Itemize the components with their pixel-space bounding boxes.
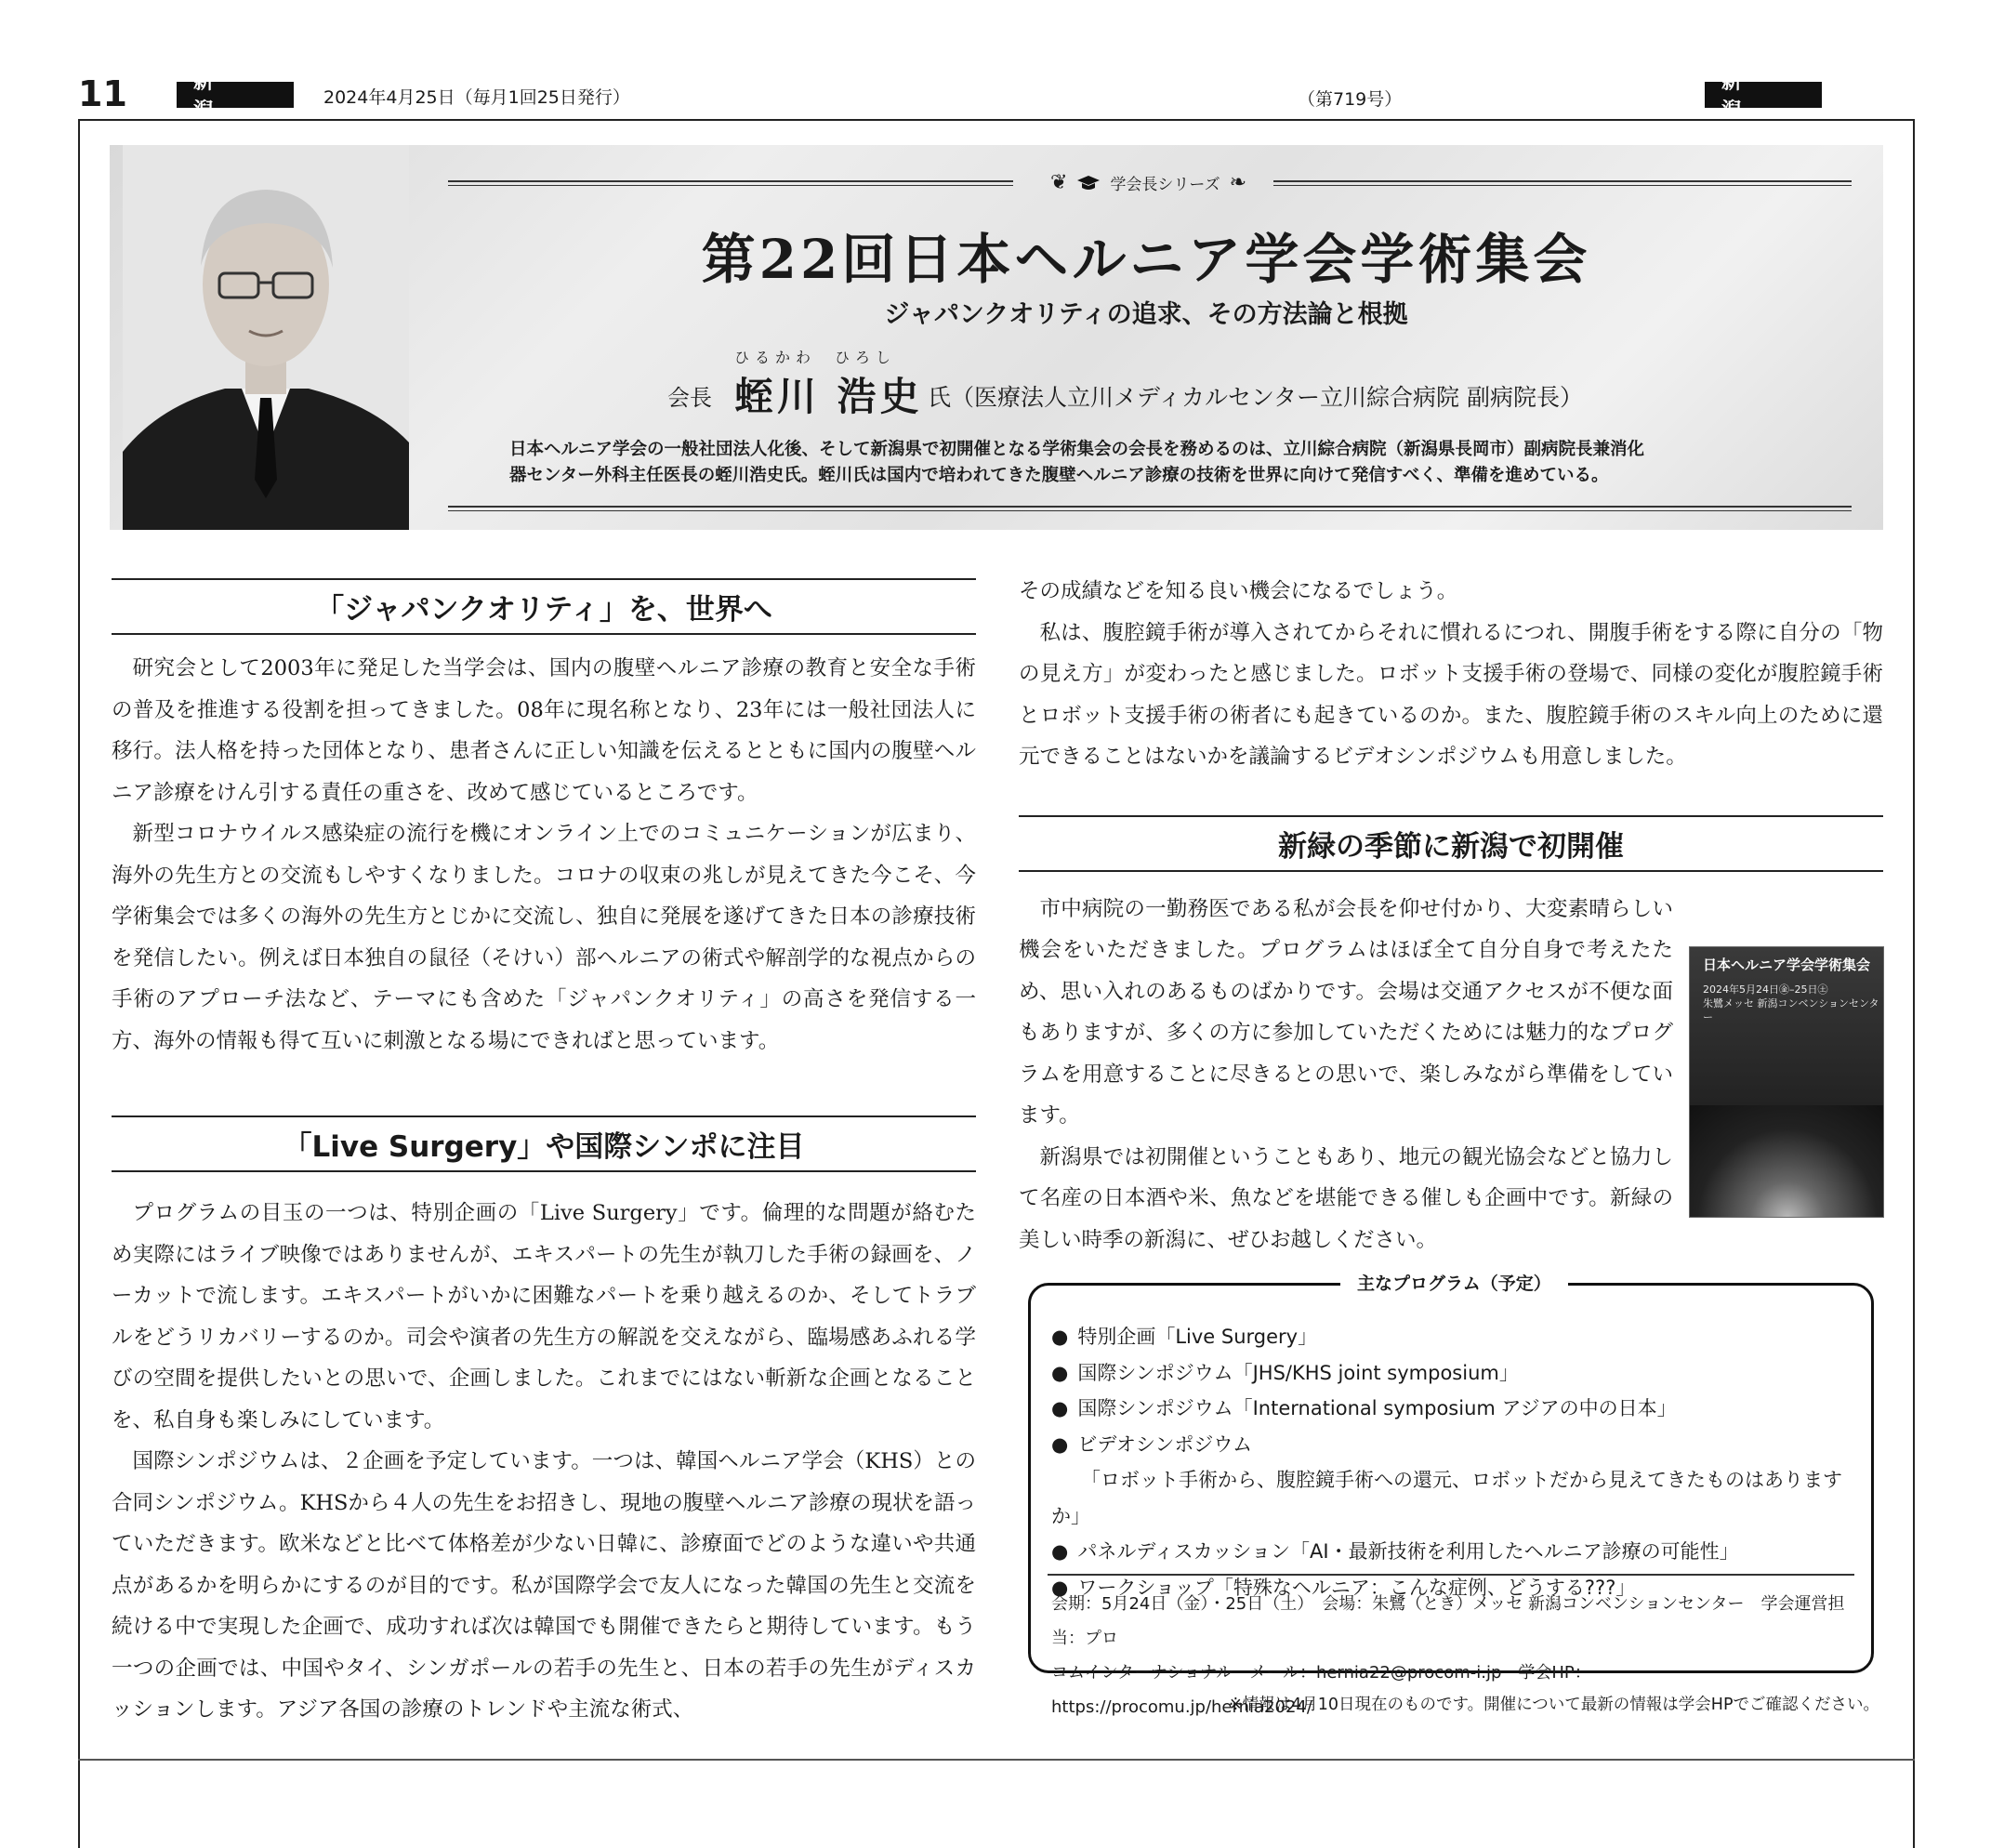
paragraph: 国際シンポジウムは、２企画を予定しています。一つは、韓国ヘルニア学会（KHS）との合同シンポジウム。KHSから４人の先生をお招きし、現地の腹壁ヘルニア診療の現状を語っていただきます。欧米などと比べて体格差が少ない日韓に、診療面でどのような違いや共通点があるかを明らかにするのが目的です。私が国際学会で友人になった韓国の先生と交流を続ける中で実現した企画で、成功すれば次は韓国でも開催できたらと期待しています。もう一つの企画では、中国やタイ、シンガポールの若手の先生と、日本の若手の先生がディスカッションします。アジア各国の診療のトレンドや主流な術式、 <box>112 1449 976 1722</box>
page-bottom-rule <box>78 1759 1915 1761</box>
lead-line-1: 日本ヘルニア学会の一般社団法人化後、そして新潟県で初開催となる学術集会の会長を務めるのは、立川綜合病院（新潟県長岡市）副病院長兼消化 <box>509 440 1645 459</box>
poster-title: 日本ヘルニア学会学術集会 <box>1703 957 1871 973</box>
subtitle: ジャパンクオリティの追求、その方法論と根拠 <box>884 300 1408 329</box>
banner-rule-bottom <box>448 506 1852 511</box>
fireworks-graphic <box>1690 1105 1884 1218</box>
program-list <box>1051 1319 1871 1605</box>
left-column <box>112 578 976 1731</box>
portrait-illustration <box>123 145 409 530</box>
name-ruby-given: ひろし <box>835 349 897 366</box>
paragraph: 研究会として2003年に発足した当学会は、国内の腹壁ヘルニア診療の教育と安全な手術の普及を推進する役割を担ってきました。08年に現名称となり、23年には一般社団法人に移行。法人格を持った団体となり、患者さんに正しい知識を伝えるとともに国内の腹壁ヘルニア診療をけん引する責任の重さを、改めて感じているところです。 <box>112 656 976 805</box>
program-title: 主なプログラム（予定） <box>1340 1270 1568 1295</box>
issue-number: （第719号） <box>1298 89 1403 110</box>
series-label <box>1050 171 1246 194</box>
president-affiliation: 氏（医療法人立川メディカルセンター立川綜合病院 副病院長） <box>928 384 1583 411</box>
paragraph: 新型コロナウイルス感染症の流行を機にオンライン上でのコミュニケーションが広まり、海外の先生方との交流もしやすくなりました。コロナの収束の兆しが見えてきた今こそ、今学術集会では多くの海外の先生方とじかに交流し、独自に発展を遂げてきた日本の診療技術を発信したい。例えば日本独自の鼠径（そけい）部ヘルニアの術式や解剖学的な視点からの手術のアプローチ法など、テーマにも含めた「ジャパンクオリティ」の高さを発信する一方、海外の情報も得て互いに刺激となる場にできればと思っています。 <box>112 822 976 1053</box>
section-body-niigata <box>1019 889 1673 1261</box>
program-item: ● ビデオシンポジウム <box>1051 1427 1871 1463</box>
lead-line-2: 器センター外科主任医長の蛭川浩史氏。蛭川氏は国内で培われてきた腹壁ヘルニア診療の技術を世界に向けて発信すべく、準備を進めている。 <box>509 466 1609 485</box>
page-number: 11 <box>78 73 127 114</box>
program-info-line-2: コムインターナショナル メール：hernia22@procom-i.jp 学会HP：https://procomu.jp/hernia2024/ <box>1051 1663 1591 1717</box>
president-photo <box>123 145 409 530</box>
mortarboard-icon <box>1076 175 1101 191</box>
paragraph: その成績などを知る良い機会になるでしょう。 <box>1019 579 1458 603</box>
prefecture-badge-right: 新 潟 <box>1705 82 1822 108</box>
program-item: ● ワークショップ「特殊なヘルニア：こんな症例、どうする???」 <box>1051 1570 1871 1606</box>
prefecture-badge-left: 新 潟 <box>177 82 294 108</box>
program-divider <box>1048 1574 1854 1576</box>
date-line: 2024年4月25日（毎月1回25日発行） <box>323 87 630 108</box>
paragraph: 新潟県では初開催ということもあり、地元の観光協会などと協力して名産の日本酒や米、魚などを堪能できる催しも企画中です。新緑の美しい時季の新潟に、ぜひお越しください。 <box>1019 1144 1673 1252</box>
name-ruby-family: ひるかわ <box>734 349 817 366</box>
main-title: 第22回日本ヘルニア学会学術集会 <box>701 228 1591 291</box>
program-info-line-1: 会期：5月24日（金）・25日（土） 会場：朱鷺（とき）メッセ 新潟コンベンションセンター 学会運営担当：プロ <box>1051 1594 1845 1648</box>
section-heading-live-surgery: 「Live Surgery」や国際シンポに注目 <box>112 1115 976 1172</box>
event-poster-image <box>1689 946 1884 1218</box>
ornament-right-icon: ❧ <box>1229 171 1247 194</box>
ornament-left-icon: ❦ <box>1050 171 1068 194</box>
paragraph: プログラムの目玉の一つは、特別企画の「Live Surgery」です。倫理的な問題が絡むため実際にはライブ映像ではありませんが、エキスパートの先生が執刀した手術の録画を、ノーカットで流します。エキスパートがいかに困難なパートを乗り越えるのか、そしてトラブルをどうリカバリーするのか。司会や演者の先生方の解説を交えながら、臨場感あふれる学びの空間を提供したいとの思いで、企画しました。これまでにはない斬新な企画となることを、私自身も楽しみにしています。 <box>112 1201 976 1432</box>
paragraph: 市中病院の一勤務医である私が会長を仰せ付かり、大変素晴らしい機会をいただきました。プログラムはほぼ全て自分自身で考えたため、思い入れのあるものばかりです。会場は交通アクセスが不便な面もありますが、多くの方に参加していただくためには魅力的なプログラムを用意することに尽きるとの思いで、楽しみながら準備をしています。 <box>1019 896 1673 1128</box>
banner-rule-left <box>448 180 1013 186</box>
section-heading-niigata: 新緑の季節に新潟で初開催 <box>1019 815 1883 872</box>
president-role: 会長 <box>667 385 712 411</box>
program-item-continuation: 「ロボット手術から、腹腔鏡手術への還元、ロボットだから見えてきたものはありますか」 <box>1051 1469 1842 1527</box>
program-item: ● 特別企画「Live Surgery」 <box>1051 1319 1871 1355</box>
series-text: 学会長シリーズ <box>1110 176 1220 194</box>
program-item: ● 国際シンポジウム「International symposium アジアの中の日本」 <box>1051 1391 1871 1427</box>
lead-paragraph <box>509 437 1788 489</box>
footnote: ※情報は4月10日現在のものです。開催について最新の情報は学会HPでご確認ください。 <box>1228 1696 1879 1714</box>
president-name: 蛭川 浩史 <box>734 374 923 419</box>
paragraph: 私は、腹腔鏡手術が導入されてからそれに慣れるにつれ、開腹手術をする際に自分の「物の見え方」が変わったと感じました。ロボット支援手術の登場で、同様の変化が腹腔鏡手術とロボット支援手術の術者にも起きているのか。また、腹腔鏡手術のスキル向上のために還元できることはないかを議論するビデオシンポジウムも用意しました。 <box>1019 620 1883 769</box>
section-heading-japan-quality: 「ジャパンクオリティ」を、世界へ <box>112 578 976 635</box>
banner-rule-right <box>1273 180 1852 186</box>
section-body-japan-quality <box>112 648 976 1062</box>
program-item: ● パネルディスカッション「AI・最新技術を利用したヘルニア診療の可能性」 <box>1051 1534 1871 1570</box>
section-body-live-surgery <box>112 1193 976 1731</box>
program-item: ● 国際シンポジウム「JHS/KHS joint symposium」 <box>1051 1355 1871 1392</box>
poster-details <box>1703 983 1883 1024</box>
poster-date: 2024年5月24日㊎–25日㊏ <box>1703 983 1828 996</box>
section-body-continued <box>1019 571 1883 778</box>
poster-venue: 朱鷺メッセ 新潟コンベンションセンター <box>1703 997 1879 1023</box>
